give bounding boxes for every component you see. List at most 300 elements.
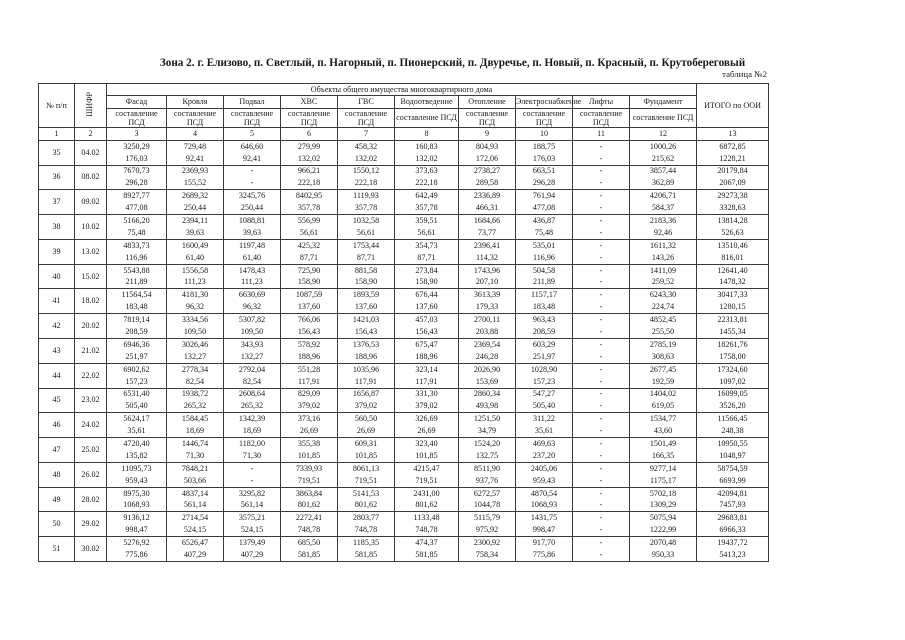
- psd-cost-cell: 87,71: [395, 252, 459, 264]
- cost-cell: 5075,94: [630, 512, 697, 524]
- psd-cost-cell: 524,15: [224, 524, 281, 536]
- cost-cell: 58754,59: [697, 462, 769, 474]
- table-number-label: таблица №2: [722, 69, 767, 79]
- psd-cost-cell: 998,47: [107, 524, 167, 536]
- table-row: [39, 239, 769, 251]
- cost-cell: 1743,96: [459, 264, 516, 276]
- psd-cost-cell: 407,29: [224, 549, 281, 561]
- cost-cell: 2677,45: [630, 363, 697, 375]
- cost-cell: 8402,95: [281, 190, 338, 202]
- column-number: 3: [107, 128, 167, 140]
- psd-cost-cell: 255,50: [630, 326, 697, 338]
- row-code: 13.02: [75, 239, 107, 264]
- psd-cost-cell: 1044,78: [459, 500, 516, 512]
- psd-cost-cell: -: [573, 549, 630, 561]
- psd-cost-cell: 18,69: [224, 425, 281, 437]
- table-row: [39, 215, 769, 227]
- row-number: 41: [39, 289, 75, 314]
- psd-cost-cell: 82,54: [224, 376, 281, 388]
- cost-cell: 1478,43: [224, 264, 281, 276]
- psd-cost-cell: 73,77: [459, 227, 516, 239]
- table-row: [39, 140, 769, 152]
- column-number: 7: [338, 128, 395, 140]
- header-subcolumn: составление ПСД: [395, 108, 459, 128]
- table-row: [39, 264, 769, 276]
- cost-cell: 6872,85: [697, 140, 769, 152]
- cost-cell: -: [573, 215, 630, 227]
- psd-cost-cell: -: [573, 202, 630, 214]
- cost-cell: 323,14: [395, 363, 459, 375]
- column-number: 12: [630, 128, 697, 140]
- psd-cost-cell: 137,60: [395, 301, 459, 313]
- psd-cost-cell: 116,96: [107, 252, 167, 264]
- header-subcolumn: составление ПСД: [281, 108, 338, 128]
- cost-cell: 6630,69: [224, 289, 281, 301]
- cost-cell: -: [573, 512, 630, 524]
- psd-cost-cell: 39,63: [224, 227, 281, 239]
- cost-cell: 1157,17: [516, 289, 573, 301]
- cost-cell: 13814,28: [697, 215, 769, 227]
- psd-cost-cell: 7457,93: [697, 500, 769, 512]
- cost-cell: 11564,54: [107, 289, 167, 301]
- cost-cell: 2272,41: [281, 512, 338, 524]
- cost-cell: 7848,21: [167, 462, 224, 474]
- psd-cost-cell: 379,02: [281, 400, 338, 412]
- cost-cell: 355,38: [281, 438, 338, 450]
- header-column: Электроснабжение: [516, 97, 582, 107]
- row-number: 42: [39, 314, 75, 339]
- cost-cell: 4833,73: [107, 239, 167, 251]
- cost-cell: 1000,26: [630, 140, 697, 152]
- psd-cost-cell: 357,78: [395, 202, 459, 214]
- cost-cell: 311,22: [516, 413, 573, 425]
- psd-cost-cell: 998,47: [516, 524, 573, 536]
- header-column: Фундамент: [630, 96, 697, 108]
- row-number: 47: [39, 438, 75, 463]
- column-number: 9: [459, 128, 516, 140]
- cost-cell: 11095,73: [107, 462, 167, 474]
- cost-cell: 2803,77: [338, 512, 395, 524]
- header-total: ИТОГО по ООИ: [697, 84, 769, 128]
- cost-cell: 603,29: [516, 339, 573, 351]
- cost-cell: 359,51: [395, 215, 459, 227]
- header-column: Фасад: [107, 96, 167, 108]
- cost-cell: 1431,75: [516, 512, 573, 524]
- table-row: [39, 425, 769, 437]
- cost-cell: -: [573, 314, 630, 326]
- psd-cost-cell: 203,88: [459, 326, 516, 338]
- cost-cell: -: [573, 438, 630, 450]
- cost-cell: 1404,02: [630, 388, 697, 400]
- header-column: ХВС: [281, 96, 338, 108]
- cost-cell: 5624,17: [107, 413, 167, 425]
- header-subcolumn: составление ПСД: [573, 108, 630, 128]
- cost-cell: 4870,54: [516, 487, 573, 499]
- cost-cell: 373,16: [281, 413, 338, 425]
- psd-cost-cell: 6966,33: [697, 524, 769, 536]
- cost-cell: 4215,47: [395, 462, 459, 474]
- cost-cell: 1893,59: [338, 289, 395, 301]
- cost-cell: 9136,12: [107, 512, 167, 524]
- cost-cell: 19437,72: [697, 537, 769, 549]
- cost-cell: 4720,40: [107, 438, 167, 450]
- psd-cost-cell: 581,85: [281, 549, 338, 561]
- cost-cell: 2405,06: [516, 462, 573, 474]
- header-group: Объекты общего имущества многоквартирного дома: [107, 84, 697, 96]
- column-number: 1: [39, 128, 75, 140]
- cost-cell: 1376,53: [338, 339, 395, 351]
- header-subcolumn: составление ПСД: [338, 108, 395, 128]
- psd-cost-cell: -: [573, 400, 630, 412]
- psd-cost-cell: 407,29: [167, 549, 224, 561]
- cost-cell: 804,93: [459, 140, 516, 152]
- row-code: 08.02: [75, 165, 107, 190]
- column-number: 4: [167, 128, 224, 140]
- cost-cell: 1446,74: [167, 438, 224, 450]
- cost-cell: 3250,29: [107, 140, 167, 152]
- psd-cost-cell: 158,90: [395, 277, 459, 289]
- cost-cell: 6531,40: [107, 388, 167, 400]
- cost-cell: 556,99: [281, 215, 338, 227]
- psd-cost-cell: 101,85: [281, 450, 338, 462]
- psd-cost-cell: -: [573, 524, 630, 536]
- psd-cost-cell: 357,78: [281, 202, 338, 214]
- table-row: [39, 202, 769, 214]
- cost-cell: -: [573, 537, 630, 549]
- cost-cell: 2026,90: [459, 363, 516, 375]
- cost-cell: 6902,62: [107, 363, 167, 375]
- cost-cell: 7819,14: [107, 314, 167, 326]
- psd-cost-cell: 1175,17: [630, 475, 697, 487]
- psd-cost-cell: 71,30: [224, 450, 281, 462]
- psd-cost-cell: 975,92: [459, 524, 516, 536]
- psd-cost-cell: 619,05: [630, 400, 697, 412]
- objects-cost-table: [38, 83, 769, 562]
- psd-cost-cell: 208,59: [107, 326, 167, 338]
- psd-cost-cell: 143,26: [630, 252, 697, 264]
- cost-cell: 273,84: [395, 264, 459, 276]
- header-subcolumn: составление ПСД: [516, 108, 573, 128]
- row-number: 37: [39, 190, 75, 215]
- psd-cost-cell: 157,23: [516, 376, 573, 388]
- row-code: 30.02: [75, 537, 107, 562]
- psd-cost-cell: 1478,32: [697, 277, 769, 289]
- psd-cost-cell: 132,27: [224, 351, 281, 363]
- cost-cell: 3575,21: [224, 512, 281, 524]
- cost-cell: 1087,59: [281, 289, 338, 301]
- cost-cell: 2070,48: [630, 537, 697, 549]
- header-code: ШИФР: [75, 84, 107, 128]
- psd-cost-cell: -: [573, 301, 630, 313]
- table-row: [39, 450, 769, 462]
- psd-cost-cell: 61,40: [167, 252, 224, 264]
- table-row: [39, 500, 769, 512]
- cost-cell: -: [573, 190, 630, 202]
- cost-cell: 18261,76: [697, 339, 769, 351]
- column-number: 2: [75, 128, 107, 140]
- psd-cost-cell: 188,96: [338, 351, 395, 363]
- table-row: [39, 177, 769, 189]
- cost-cell: 676,44: [395, 289, 459, 301]
- psd-cost-cell: 237,20: [516, 450, 573, 462]
- cost-cell: 4206,71: [630, 190, 697, 202]
- row-number: 50: [39, 512, 75, 537]
- cost-cell: 30417,33: [697, 289, 769, 301]
- header-num: № п/п: [39, 84, 75, 128]
- cost-cell: 1938,72: [167, 388, 224, 400]
- column-number: 11: [573, 128, 630, 140]
- psd-cost-cell: 96,32: [167, 301, 224, 313]
- cost-cell: 1556,58: [167, 264, 224, 276]
- cost-cell: -: [573, 388, 630, 400]
- row-number: 44: [39, 363, 75, 388]
- table-row: [39, 438, 769, 450]
- cost-cell: 5307,82: [224, 314, 281, 326]
- table-row: [39, 475, 769, 487]
- cost-cell: 1028,90: [516, 363, 573, 375]
- psd-cost-cell: -: [224, 475, 281, 487]
- psd-cost-cell: 137,60: [338, 301, 395, 313]
- psd-cost-cell: 132,02: [338, 153, 395, 165]
- psd-cost-cell: 117,91: [281, 376, 338, 388]
- cost-cell: 1035,96: [338, 363, 395, 375]
- cost-cell: 3245,76: [224, 190, 281, 202]
- cost-cell: 1421,03: [338, 314, 395, 326]
- cost-cell: 1524,20: [459, 438, 516, 450]
- psd-cost-cell: 3526,20: [697, 400, 769, 412]
- cost-cell: 761,94: [516, 190, 573, 202]
- psd-cost-cell: 801,62: [395, 500, 459, 512]
- cost-cell: -: [224, 462, 281, 474]
- cost-cell: 646,60: [224, 140, 281, 152]
- psd-cost-cell: 265,32: [167, 400, 224, 412]
- cost-cell: 560,50: [338, 413, 395, 425]
- psd-cost-cell: 56,61: [338, 227, 395, 239]
- table-row: [39, 413, 769, 425]
- psd-cost-cell: 156,43: [395, 326, 459, 338]
- psd-cost-cell: 248,38: [697, 425, 769, 437]
- cost-cell: 1411,09: [630, 264, 697, 276]
- cost-cell: 1119,93: [338, 190, 395, 202]
- cost-cell: 6526,47: [167, 537, 224, 549]
- cost-cell: 373,63: [395, 165, 459, 177]
- cost-cell: 2183,36: [630, 215, 697, 227]
- cost-cell: 578,92: [281, 339, 338, 351]
- psd-cost-cell: 748,78: [395, 524, 459, 536]
- row-code: 29.02: [75, 512, 107, 537]
- psd-cost-cell: 505,40: [107, 400, 167, 412]
- table-row: [39, 351, 769, 363]
- psd-cost-cell: 92,41: [167, 153, 224, 165]
- cost-cell: 29273,38: [697, 190, 769, 202]
- psd-cost-cell: 259,52: [630, 277, 697, 289]
- psd-cost-cell: -: [573, 425, 630, 437]
- cost-cell: 1584,45: [167, 413, 224, 425]
- cost-cell: 917,70: [516, 537, 573, 549]
- cost-cell: 1088,81: [224, 215, 281, 227]
- cost-cell: 2396,41: [459, 239, 516, 251]
- row-code: 04.02: [75, 140, 107, 165]
- header-subcolumn: составление ПСД: [224, 108, 281, 128]
- header-column: Отопление: [459, 96, 516, 108]
- cost-cell: 2689,32: [167, 190, 224, 202]
- cost-cell: 1600,49: [167, 239, 224, 251]
- psd-cost-cell: 111,23: [167, 277, 224, 289]
- cost-cell: 2700,11: [459, 314, 516, 326]
- psd-cost-cell: 158,90: [281, 277, 338, 289]
- cost-cell: -: [573, 462, 630, 474]
- psd-cost-cell: 135,82: [107, 450, 167, 462]
- psd-cost-cell: 101,85: [338, 450, 395, 462]
- psd-cost-cell: 56,61: [281, 227, 338, 239]
- psd-cost-cell: -: [573, 450, 630, 462]
- table-row: [39, 314, 769, 326]
- cost-cell: 663,51: [516, 165, 573, 177]
- psd-cost-cell: 1309,29: [630, 500, 697, 512]
- psd-cost-cell: 250,44: [167, 202, 224, 214]
- row-code: 09.02: [75, 190, 107, 215]
- table-row: [39, 512, 769, 524]
- psd-cost-cell: 719,51: [281, 475, 338, 487]
- psd-cost-cell: 132,02: [281, 153, 338, 165]
- psd-cost-cell: 132,27: [167, 351, 224, 363]
- psd-cost-cell: 1758,00: [697, 351, 769, 363]
- cost-cell: 160,83: [395, 140, 459, 152]
- cost-cell: 1534,77: [630, 413, 697, 425]
- psd-cost-cell: 1068,93: [516, 500, 573, 512]
- row-number: 49: [39, 487, 75, 512]
- row-number: 48: [39, 462, 75, 487]
- cost-cell: -: [573, 140, 630, 152]
- psd-cost-cell: 157,23: [107, 376, 167, 388]
- psd-cost-cell: 183,48: [107, 301, 167, 313]
- psd-cost-cell: 208,59: [516, 326, 573, 338]
- row-number: 38: [39, 215, 75, 240]
- cost-cell: 458,32: [338, 140, 395, 152]
- cost-cell: 2369,54: [459, 339, 516, 351]
- psd-cost-cell: -: [573, 252, 630, 264]
- psd-cost-cell: 111,23: [224, 277, 281, 289]
- row-number: 40: [39, 264, 75, 289]
- psd-cost-cell: -: [573, 153, 630, 165]
- psd-cost-cell: 379,02: [338, 400, 395, 412]
- psd-cost-cell: 2067,09: [697, 177, 769, 189]
- cost-cell: 1251,50: [459, 413, 516, 425]
- psd-cost-cell: 950,33: [630, 549, 697, 561]
- table-row: [39, 289, 769, 301]
- psd-cost-cell: 748,78: [338, 524, 395, 536]
- cost-cell: 1550,12: [338, 165, 395, 177]
- table-row: [39, 524, 769, 536]
- cost-cell: 2300,92: [459, 537, 516, 549]
- cost-cell: 11566,45: [697, 413, 769, 425]
- cost-cell: 1197,48: [224, 239, 281, 251]
- psd-cost-cell: 116,96: [516, 252, 573, 264]
- cost-cell: 13510,46: [697, 239, 769, 251]
- psd-cost-cell: -: [573, 227, 630, 239]
- psd-cost-cell: 56,61: [395, 227, 459, 239]
- cost-cell: 1684,66: [459, 215, 516, 227]
- psd-cost-cell: 251,97: [107, 351, 167, 363]
- cost-cell: 29683,81: [697, 512, 769, 524]
- psd-cost-cell: 561,14: [167, 500, 224, 512]
- cost-cell: -: [573, 363, 630, 375]
- psd-cost-cell: 188,96: [395, 351, 459, 363]
- cost-cell: 10950,55: [697, 438, 769, 450]
- cost-cell: -: [573, 165, 630, 177]
- psd-cost-cell: 61,40: [224, 252, 281, 264]
- psd-cost-cell: 172,06: [459, 153, 516, 165]
- cost-cell: 425,32: [281, 239, 338, 251]
- cost-cell: 1133,48: [395, 512, 459, 524]
- psd-cost-cell: 493,98: [459, 400, 516, 412]
- row-number: 43: [39, 339, 75, 364]
- psd-cost-cell: 109,50: [224, 326, 281, 338]
- psd-cost-cell: 114,32: [459, 252, 516, 264]
- cost-cell: 2394,11: [167, 215, 224, 227]
- psd-cost-cell: 101,85: [395, 450, 459, 462]
- psd-cost-cell: 132,02: [395, 153, 459, 165]
- table-row: [39, 277, 769, 289]
- cost-cell: 1185,35: [338, 537, 395, 549]
- cost-cell: 4837,14: [167, 487, 224, 499]
- cost-cell: 685,50: [281, 537, 338, 549]
- psd-cost-cell: 748,78: [281, 524, 338, 536]
- row-code: 15.02: [75, 264, 107, 289]
- psd-cost-cell: 477,08: [516, 202, 573, 214]
- psd-cost-cell: 581,85: [395, 549, 459, 561]
- cost-cell: 7339,93: [281, 462, 338, 474]
- cost-cell: 343,93: [224, 339, 281, 351]
- psd-cost-cell: 188,96: [281, 351, 338, 363]
- cost-cell: 642,49: [395, 190, 459, 202]
- cost-cell: 3334,56: [167, 314, 224, 326]
- row-code: 24.02: [75, 413, 107, 438]
- cost-cell: 963,43: [516, 314, 573, 326]
- cost-cell: 2860,34: [459, 388, 516, 400]
- psd-cost-cell: 156,43: [338, 326, 395, 338]
- table-row: [39, 339, 769, 351]
- table-row: [39, 165, 769, 177]
- cost-cell: 1753,44: [338, 239, 395, 251]
- psd-cost-cell: 183,48: [516, 301, 573, 313]
- psd-cost-cell: 176,03: [516, 153, 573, 165]
- table-row: [39, 388, 769, 400]
- row-number: 35: [39, 140, 75, 165]
- row-number: 51: [39, 537, 75, 562]
- cost-cell: 1342,39: [224, 413, 281, 425]
- cost-cell: 1379,49: [224, 537, 281, 549]
- header-column: Лифты: [573, 96, 630, 108]
- psd-cost-cell: 526,63: [697, 227, 769, 239]
- psd-cost-cell: 35,61: [107, 425, 167, 437]
- psd-cost-cell: 296,28: [516, 177, 573, 189]
- psd-cost-cell: 26,69: [395, 425, 459, 437]
- cost-cell: 2778,34: [167, 363, 224, 375]
- psd-cost-cell: 959,43: [107, 475, 167, 487]
- cost-cell: 3863,84: [281, 487, 338, 499]
- psd-cost-cell: 1280,15: [697, 301, 769, 313]
- psd-cost-cell: 166,35: [630, 450, 697, 462]
- table-row: [39, 462, 769, 474]
- cost-cell: 1656,87: [338, 388, 395, 400]
- psd-cost-cell: 137,60: [281, 301, 338, 313]
- cost-cell: 966,21: [281, 165, 338, 177]
- cost-cell: 5166,20: [107, 215, 167, 227]
- cost-cell: -: [573, 239, 630, 251]
- cost-cell: 6272,57: [459, 487, 516, 499]
- cost-cell: 42094,81: [697, 487, 769, 499]
